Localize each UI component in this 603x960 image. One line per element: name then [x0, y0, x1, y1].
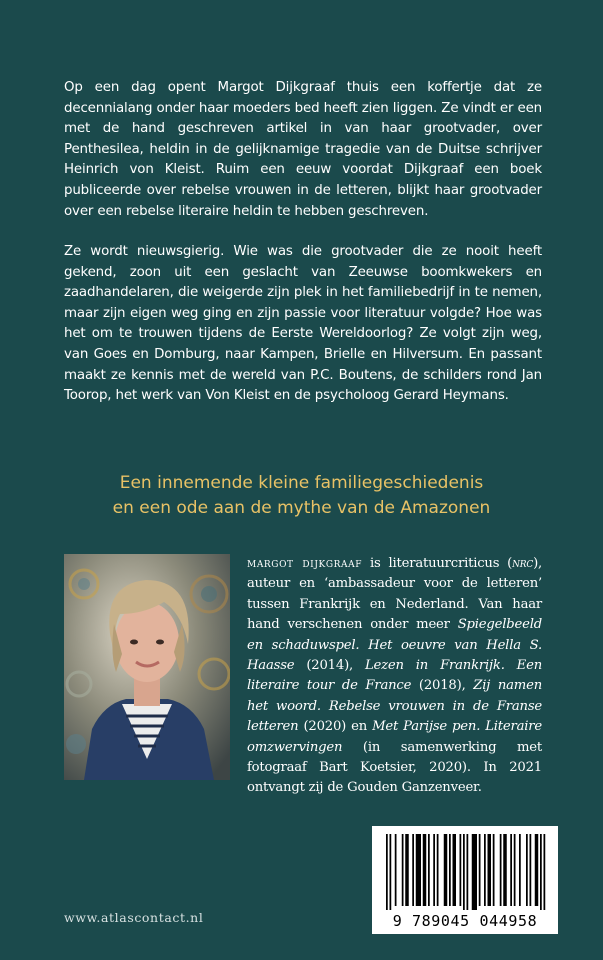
- barcode-bar: [484, 834, 486, 906]
- barcode-bar: [449, 834, 451, 906]
- barcode-bar: [519, 834, 521, 906]
- barcode-bar: [460, 834, 462, 906]
- pull-quote-line-1: Een innemende kleine familiegeschiedenis: [119, 473, 484, 493]
- isbn-number: 9 789045 044958: [392, 912, 538, 930]
- author-bio: [247, 554, 542, 799]
- barcode-bar: [453, 834, 457, 906]
- barcode-bar: [526, 834, 528, 906]
- barcode-bar: [540, 834, 542, 910]
- barcode-bar: [514, 834, 516, 906]
- barcode-bar: [405, 834, 409, 906]
- barcode-bar: [493, 834, 495, 906]
- author-name: margot dijkgraaf: [247, 556, 363, 571]
- barcode-bar: [479, 834, 481, 906]
- barcode-bar: [472, 834, 477, 910]
- barcode-bar: [530, 834, 532, 906]
- barcode-bar: [467, 834, 469, 910]
- bio-text: (2020) en: [298, 719, 373, 735]
- barcode-bar: [544, 834, 546, 910]
- bio-text: (in samenwerking met fotograaf Bart Koetsier, 2020). In 2021 ontvangt zij de Gouden Ganzenveer.: [247, 739, 542, 796]
- blurb-paragraph-2: Ze wordt nieuwsgierig. Wie was die grootvader die ze nooit heeft gekend, zoon uit een geslacht van Zeeuwse boomkwekers en zaadhandelaren, die weigerde zijn plek in het familiebedrijf in te nemen, maar zijn eigen weg ging en zijn passie voor literatuur volgde? Hoe was het om te trouwen tijdens de Eerste Wereldoorlog? Ze volgt zijn weg, van Goes en Domburg, naar Kampen, Brielle en Hilversum. En passant maakt ze kennis met de wereld van P.C. Boutens, de schilders rond Jan Toorop, het werk van Von Kleist en de psycholoog Gerard Heymans.: [64, 244, 542, 404]
- bio-book-title: Zij namen het woord. Rebelse vrouwen in de Franse letteren: [247, 678, 542, 735]
- barcode-bar: [412, 834, 414, 906]
- blurb-paragraph-1: Op een dag opent Margot Dijkgraaf thuis een koffertje dat ze decennialang onder haar moeders bed heeft zien liggen. Ze vindt er een met de hand geschreven artikel in van haar grootvader, over Penthesilea, heldin in de gelijknamige tragedie van de Duitse schrijver Heinrich von Kleist. Ruim een eeuw voordat Dijkgraaf een boek publiceerde over rebelse vrouwen in de letteren, blijkt haar grootvader over een rebelse literaire heldin te hebben geschreven.: [64, 80, 542, 219]
- barcode-bar: [535, 834, 539, 906]
- barcode-bar: [444, 834, 448, 906]
- bio-newspaper: nrc: [512, 556, 534, 571]
- barcode-bar: [463, 834, 465, 910]
- barcode-bar: [395, 834, 397, 906]
- bio-text: (2014),: [294, 658, 365, 674]
- barcode-bar: [500, 834, 502, 906]
- pull-quote-line-2: en een ode aan de mythe van de Amazonen: [112, 498, 491, 518]
- bio-book-title: Met Parijse pen. Literaire omzwervingen: [247, 719, 542, 755]
- barcode-bar: [488, 834, 492, 906]
- barcode-bar: [390, 834, 392, 910]
- publisher-website: www.atlascontact.nl: [64, 910, 204, 925]
- barcode-bar: [423, 834, 427, 906]
- barcode-bar: [428, 834, 430, 906]
- bio-book-title: Lezen in Frankrijk. Een literaire tour de France: [247, 658, 542, 694]
- barcode-bar: [433, 834, 435, 906]
- barcode-bar: [386, 834, 388, 910]
- isbn-barcode: [372, 826, 558, 934]
- author-photo: [64, 554, 230, 780]
- barcode-bar: [402, 834, 404, 906]
- bio-text: ), auteur en ‘ambassadeur voor de letteren’ tussen Frankrijk en Nederland. Van haar hand verschenen onder meer: [247, 556, 542, 633]
- bio-text: (2018),: [411, 678, 474, 694]
- bio-text: is literatuurcriticus (: [362, 556, 513, 571]
- pull-quote: [40, 471, 563, 521]
- barcode-bar: [510, 834, 512, 906]
- bio-book-title: Spiegelbeeld en schaduwspel. Het oeuvre van Hella S. Haasse: [247, 617, 542, 674]
- barcode-bar: [503, 834, 507, 906]
- barcode-bar: [416, 834, 421, 906]
- barcode-bar: [437, 834, 439, 906]
- barcode-bars: [372, 826, 558, 912]
